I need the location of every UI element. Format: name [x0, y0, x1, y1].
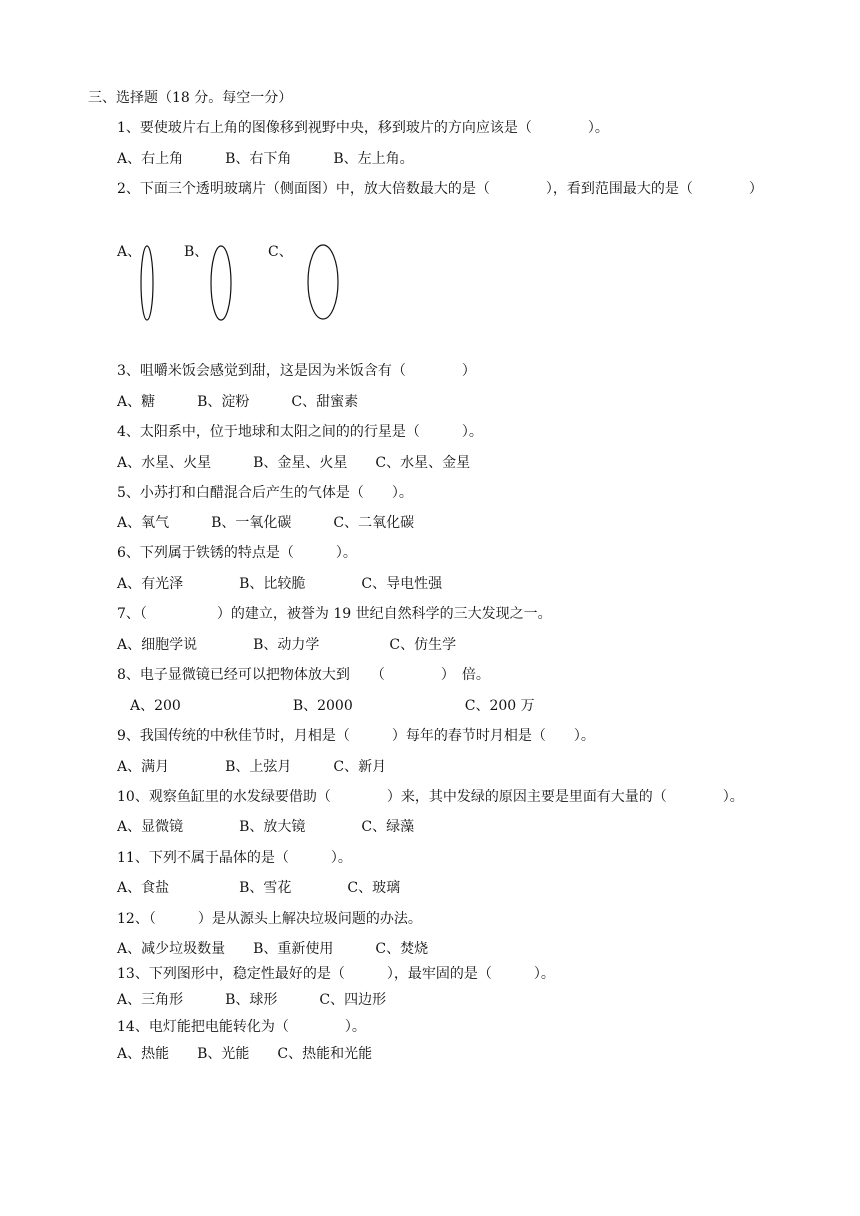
question-4: 4、太阳系中，位于地球和太阳之间的的行星是（ ）。 — [117, 424, 483, 440]
question-9-options: A、满月 B、上弦月 C、新月 — [117, 759, 387, 775]
question-2: 2、下面三个透明玻璃片（侧面图）中，放大倍数最大的是（ ），看到范围最大的是（ ） — [117, 181, 763, 197]
lens-c — [308, 245, 338, 319]
question-12: 12、（ ）是从源头上解决垃圾问题的办法。 — [117, 911, 422, 927]
question-10: 10、观察鱼缸里的水发绿要借助（ ）来，其中发绿的原因主要是里面有大量的（ ）。 — [117, 789, 744, 805]
question-12-options: A、减少垃圾数量 B、重新使用 C、焚烧 — [117, 941, 429, 957]
question-5-options: A、氧气 B、一氧化碳 C、二氧化碳 — [117, 515, 415, 531]
lens-label-b: B、 — [184, 244, 209, 260]
question-13: 13、下列图形中，稳定性最好的是（ ），最牢固的是（ ）。 — [117, 966, 555, 982]
lens-label-c: C、 — [268, 244, 293, 260]
section-title: 三、选择题（18 分。每空一分） — [88, 90, 293, 106]
question-9: 9、我国传统的中秋佳节时，月相是（ ）每年的春节时月相是（ ）。 — [117, 728, 595, 744]
lens-label-a: A、 — [117, 244, 142, 260]
question-1-options: A、右上角 B、右下角 B、左上角。 — [117, 151, 414, 167]
question-7: 7、（ ）的建立，被誉为 19 世纪自然科学的三大发现之一。 — [117, 606, 552, 622]
question-1: 1、要使玻片右上角的图像移到视野中央，移到玻片的方向应该是（ ）。 — [117, 120, 609, 136]
lens-b — [211, 246, 231, 320]
question-13-options: A、三角形 B、球形 C、四边形 — [117, 992, 387, 1008]
question-11: 11、下列不属于晶体的是（ ）。 — [117, 850, 352, 866]
question-4-options: A、水星、火星 B、金星、火星 C、水星、金星 — [117, 455, 471, 471]
question-8-options: A、200 B、2000 C、200 万 — [130, 698, 535, 714]
lens-a — [141, 246, 153, 320]
question-5: 5、小苏打和白醋混合后产生的气体是（ ）。 — [117, 485, 413, 501]
question-3-options: A、糖 B、淀粉 C、甜蜜素 — [117, 394, 359, 410]
question-14: 14、电灯能把电能转化为（ ）。 — [117, 1019, 366, 1035]
question-6-options: A、有光泽 B、比较脆 C、导电性强 — [117, 576, 443, 592]
lens-diagram — [0, 0, 860, 340]
question-14-options: A、热能 B、光能 C、热能和光能 — [117, 1046, 373, 1062]
question-11-options: A、食盐 B、雪花 C、玻璃 — [117, 880, 401, 896]
question-7-options: A、细胞学说 B、动力学 C、仿生学 — [117, 637, 457, 653]
question-10-options: A、显微镜 B、放大镜 C、绿藻 — [117, 819, 415, 835]
question-3: 3、咀嚼米饭会感觉到甜，这是因为米饭含有（ ） — [117, 363, 476, 379]
question-8: 8、电子显微镜已经可以把物体放大到 （ ） 倍。 — [117, 667, 490, 683]
question-6: 6、下列属于铁锈的特点是（ ）。 — [117, 545, 357, 561]
